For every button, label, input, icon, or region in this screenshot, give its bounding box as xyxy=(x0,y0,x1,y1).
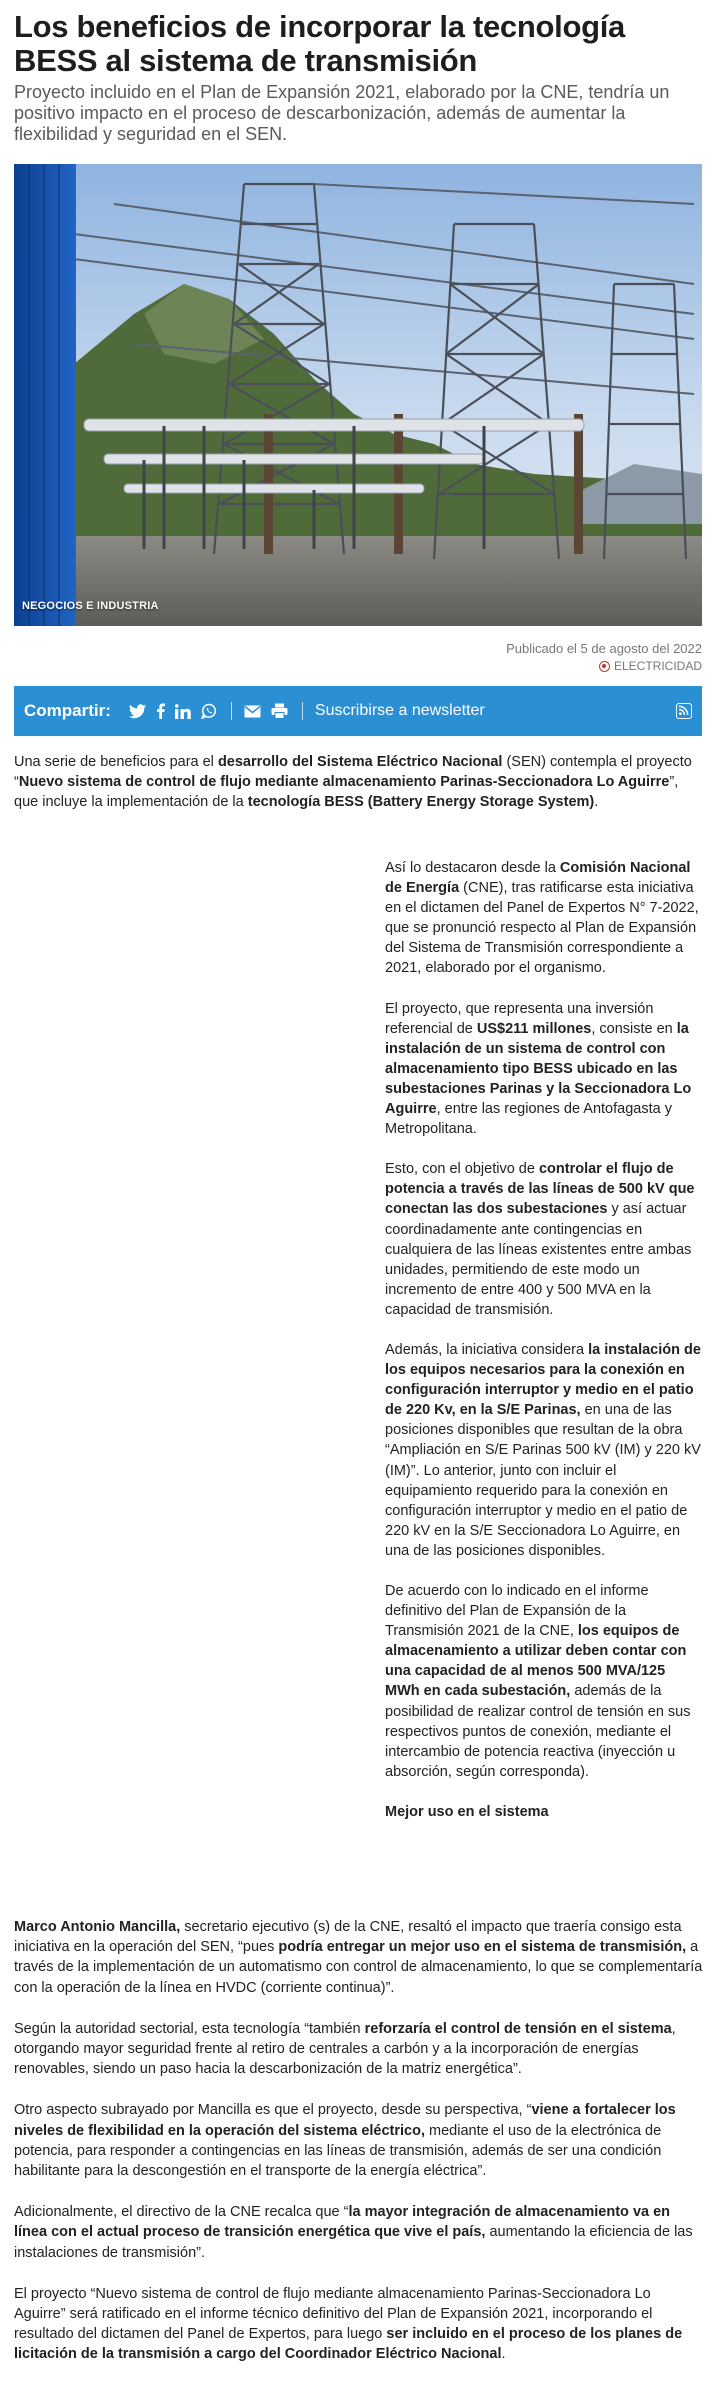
paragraph: Adicionalmente, el directivo de la CNE recalca que “la mayor integración de almacenamiento va en línea con el actual proceso de transición energética que vive el país, aumentando la eficiencia de las instalaciones de transmisión”. xyxy=(14,2204,693,2261)
email-icon[interactable] xyxy=(244,702,261,720)
paragraph: De acuerdo con lo indicado en el informe definitivo del Plan de Expansión de la Transmisión 2021 de la CNE, los equipos de almacenamiento a utilizar deben contar con una capacidad de al menos 500 MVA/125 MWh en cada subestación, además de la posibilidad de realizar control de tensión en sus respectivos puntos de conexión, mediante el intercambio de potencia reactiva (inyección u absorción, según corresponda). xyxy=(385,1583,691,1780)
share-label: Compartir: xyxy=(24,701,111,720)
intro-text: . xyxy=(594,794,599,810)
paragraph: Marco Antonio Mancilla, secretario ejecutivo (s) de la CNE, resaltó el impacto que traería consigo esta iniciativa en la operación del SEN, “pues podría entregar un mejor uso en el sistema de transmisión, a través de la implementación de un automatismo con control de almacenamiento, lo que se complementaría con la operación de la línea en HVDC (corriente continua)”. xyxy=(14,1919,703,1996)
print-icon[interactable] xyxy=(271,702,288,720)
share-bar xyxy=(14,686,702,736)
article-body xyxy=(14,1917,704,2386)
linkedin-icon[interactable] xyxy=(175,702,191,720)
paragraph: Así lo destacaron desde la Comisión Nacional de Energía (CNE), tras ratificarse esta iniciativa en el dictamen del Panel de Expertos N° 7-2022, que se pronunció respecto al Plan de Expansión del Sistema de Transmisión correspondiente a 2021, elaborado por el organismo. xyxy=(385,860,699,977)
category-tag[interactable] xyxy=(599,659,702,673)
paragraph: Otro aspecto subrayado por Mancilla es que el proyecto, desde su perspectiva, “viene a fortalecer los niveles de flexibilidad en la operación del sistema eléctrico, mediante el uso de la electrónica de potencia, para responder a contingencias en las líneas de transmisión, además de ser una condición habilitante para la descongestión en el transporte de la energía eléctrica”. xyxy=(14,2102,676,2180)
paragraph: El proyecto, que representa una inversión referencial de US$211 millones, consiste en la instalación de un sistema de control con almacenamiento tipo BESS ubicado en las subestaciones Parinas y la Seccionadora Lo Aguirre, entre las regiones de Antofagasta y Metropolitana. xyxy=(385,1000,692,1138)
substation-photo xyxy=(14,164,702,626)
page-title: Los beneficios de incorporar la tecnología BESS al sistema de transmisión xyxy=(14,9,625,78)
intro-bold: Nuevo sistema de control de flujo mediante almacenamiento Parinas-Seccionadora Lo Aguirre xyxy=(18,774,670,790)
intro-text: (SEN) contempla el proyecto “ xyxy=(14,754,692,790)
intro-text: Una serie de beneficios para el xyxy=(14,754,218,770)
newsletter-link[interactable]: Suscribirse a newsletter xyxy=(314,702,485,719)
share-divider xyxy=(231,702,232,720)
rss-icon[interactable] xyxy=(676,703,692,719)
intro-text: ”, que incluye la implementación de la xyxy=(14,774,679,810)
article-lead: Proyecto incluido en el Plan de Expansión 2021, elaborado por la CNE, tendría un positivo impacto en el proceso de descarbonización, además de aumentar la flexibilidad y seguridad en el SEN. xyxy=(14,82,670,144)
intro-bold: tecnología BESS (Battery Energy Storage System) xyxy=(247,794,595,810)
image-category-label[interactable]: NEGOCIOS E INDUSTRIA xyxy=(22,600,159,612)
category-tag-label[interactable]: ELECTRICIDAD xyxy=(613,659,702,673)
paragraph: Además, la iniciativa considera la instalación de los equipos necesarios para la conexión en configuración interruptor y medio en el patio de 220 Kv, en la S/E Parinas, en una de las posiciones disponibles que resultan de la obra “Ampliación en S/E Parinas 500 kV (IM) y 220 kV (IM)”. Lo anterior, junto con incluir el equipamiento requerido para la conexión en configuración interruptor y medio en el patio de 220 kV en la S/E Seccionadora Lo Aguirre, en una de las posiciones disponibles. xyxy=(385,1341,701,1559)
whatsapp-icon[interactable] xyxy=(201,702,217,720)
hero-image xyxy=(14,164,702,626)
paragraph: El proyecto “Nuevo sistema de control de flujo mediante almacenamiento Parinas-Seccionadora Lo Aguirre” será ratificado en el informe técnico definitivo del Plan de Expansión 2021, incorporando el resultado del dictamen del Panel de Expertos, para luego ser incluido en el proceso de los planes de licitación de la transmisión a cargo del Coordinador Eléctrico Nacional. xyxy=(14,2285,683,2363)
article-intro xyxy=(14,752,702,812)
article-column xyxy=(385,858,703,1822)
tag-icon xyxy=(599,661,610,672)
share-divider xyxy=(302,702,303,720)
publish-date: Publicado el 5 de agosto del 2022 xyxy=(506,641,702,656)
twitter-icon[interactable] xyxy=(129,702,146,720)
paragraph: Según la autoridad sectorial, esta tecnología “también reforzaría el control de tensión en el sistema, otorgando mayor seguridad frente al retiro de centrales a carbón y a la incorporación de energías renovables, siendo un paso hacia la descarbonización de la matriz energética”. xyxy=(14,2020,676,2078)
intro-bold: desarrollo del Sistema Eléctrico Nacional xyxy=(217,754,503,770)
facebook-icon[interactable] xyxy=(156,702,165,720)
paragraph: Esto, con el objetivo de controlar el flujo de potencia a través de las líneas de 500 kV que conectan las dos subestaciones y así actuar coordinadamente ante contingencias en cualquiera de las líneas existentes entre ambas unidades, permitiendo de este modo un incremento de entre 400 y 500 MVA en la capacidad de transmisión. xyxy=(385,1161,695,1318)
section-subheading: Mejor uso en el sistema xyxy=(385,1803,549,1820)
